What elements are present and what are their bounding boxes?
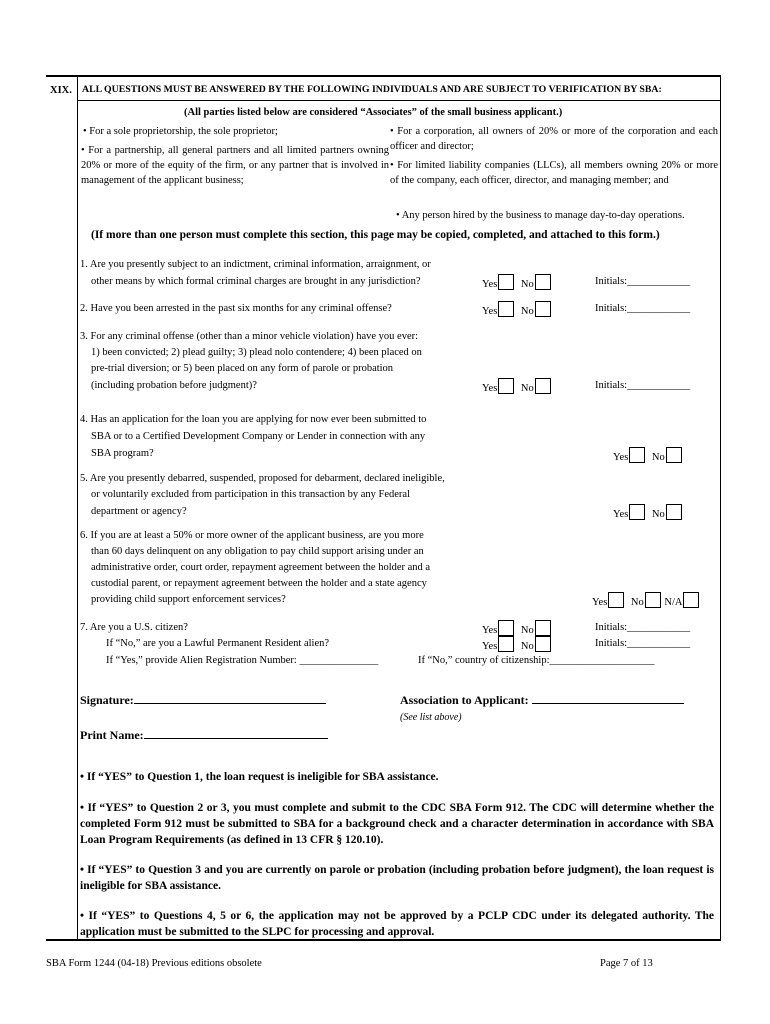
right-bullet-llc: • For limited liability companies (LLCs), all members owning 20% or more of the company, each officer, director, and managing member; and	[390, 160, 718, 186]
q3-initials[interactable]: Initials:____________	[595, 380, 691, 391]
note-question-3-parole: • If “YES” to Question 3 and you are currently on parole or probation (including probation before judgment), the loan request is ineligible for SBA assistance.	[80, 864, 714, 892]
q6-line1: 6. If you are at least a 50% or more owner of the applicant business, are you more	[80, 530, 424, 541]
print-name-label: Print Name:	[80, 728, 144, 742]
q3-line3: pre-trial diversion; or 5) been placed on any form of parole or probation	[91, 363, 394, 374]
q6-no-checkbox[interactable]	[645, 592, 661, 608]
signature-label: Signature:	[80, 693, 134, 707]
q6-line5: providing child support enforcement services?	[91, 594, 286, 605]
q3-yes-label: Yes	[482, 383, 498, 394]
q6-yes-no-na	[592, 592, 699, 609]
q7a-yes-label: Yes	[482, 641, 498, 652]
q2-yes-label: Yes	[482, 306, 498, 317]
q1-line2: other means by which formal criminal charges are brought in any jurisdiction?	[91, 276, 421, 287]
association-line[interactable]	[532, 703, 684, 704]
left-bullet-partnership: • For a partnership, all general partners and all limited partners owning 20% or more of the equity of the firm, or any partner that is involved in management of the applicant business;	[81, 145, 389, 186]
print-name-line[interactable]	[144, 738, 328, 739]
q7b-alien-number[interactable]: If “Yes,” provide Alien Registration Number: _______________	[106, 655, 379, 666]
q4-yes-no	[613, 447, 682, 464]
q7a-no-label: No	[520, 641, 534, 652]
q3-line1: 3. For any criminal offense (other than a minor vehicle violation) have you ever:	[80, 331, 419, 342]
signature-line[interactable]	[134, 703, 326, 704]
q7a-no-checkbox[interactable]	[535, 636, 551, 652]
q6-na-checkbox[interactable]	[683, 592, 699, 608]
left-bullet-sole-proprietor: • For a sole proprietorship, the sole proprietor;	[83, 126, 278, 137]
q7-no-label: No	[520, 625, 534, 636]
q5-no-checkbox[interactable]	[666, 504, 682, 520]
q3-no-checkbox[interactable]	[535, 378, 551, 394]
right-bullet-manager: • Any person hired by the business to manage day-to-day operations.	[396, 210, 685, 221]
q7-yes-label: Yes	[482, 625, 498, 636]
see-list-note: (See list above)	[400, 712, 462, 723]
q7-line: 7. Are you a U.S. citizen?	[80, 622, 188, 633]
note-question-2-3: • If “YES” to Question 2 or 3, you must complete and submit to the CDC SBA Form 912. The CDC will determine whether the completed Form 912 must be submitted to SBA for a background check and a character determination in accordance with SBA Loan Program Requirements (as defined in 13 CFR § 120.10).	[80, 802, 714, 846]
q5-yes-label: Yes	[613, 509, 629, 520]
footer-page-number: Page 7 of 13	[600, 958, 653, 969]
q1-yes-no	[482, 274, 551, 291]
q7-initials[interactable]: Initials:____________	[595, 622, 691, 633]
q1-line1: 1. Are you presently subject to an indictment, criminal information, arraignment, or	[80, 259, 431, 270]
right-rule	[720, 75, 721, 941]
signature-field[interactable]	[80, 693, 326, 708]
association-label: Association to Applicant:	[400, 693, 529, 707]
q5-line1: 5. Are you presently debarred, suspended, proposed for debarment, declared ineligible,	[80, 473, 445, 484]
q3-line4: (including probation before judgment)?	[91, 380, 257, 391]
right-bullet-corporation: • For a corporation, all owners of 20% or more of the corporation and each officer and director;	[390, 126, 718, 152]
q3-no-label: No	[520, 383, 534, 394]
q6-yes-checkbox[interactable]	[608, 592, 624, 608]
q6-no-label: No	[630, 597, 644, 608]
q6-line2: than 60 days delinquent on any obligation to pay child support arising under an	[91, 546, 424, 557]
print-name-field[interactable]	[80, 728, 328, 743]
q2-line1: 2. Have you been arrested in the past six months for any criminal offense?	[80, 303, 392, 314]
header-rule	[78, 100, 721, 101]
left-rule	[77, 75, 78, 941]
q4-line3: SBA program?	[91, 448, 154, 459]
q2-no-checkbox[interactable]	[535, 301, 551, 317]
q7a-line: If “No,” are you a Lawful Permanent Resident alien?	[106, 638, 330, 649]
q4-yes-checkbox[interactable]	[629, 447, 645, 463]
q2-initials[interactable]: Initials:____________	[595, 303, 691, 314]
q7a-initials[interactable]: Initials:____________	[595, 638, 691, 649]
q1-yes-checkbox[interactable]	[498, 274, 514, 290]
q2-yes-checkbox[interactable]	[498, 301, 514, 317]
q5-line2: or voluntarily excluded from participation in this transaction by any Federal	[91, 489, 410, 500]
q7a-yes-checkbox[interactable]	[498, 636, 514, 652]
note-question-4-5-6: • If “YES” to Questions 4, 5 or 6, the application may not be approved by a PCLP CDC under its delegated authority. The application must be submitted to the SLPC for processing and approval.	[80, 910, 714, 938]
q7c-country[interactable]: If “No,” country of citizenship:____________________	[418, 655, 655, 666]
note-question-1: • If “YES” to Question 1, the loan request is ineligible for SBA assistance.	[80, 771, 439, 783]
copy-note: (If more than one person must complete this section, this page may be copied, completed, and attached to this form.)	[91, 229, 660, 241]
q5-line3: department or agency?	[91, 506, 187, 517]
q2-no-label: No	[520, 306, 534, 317]
q4-no-checkbox[interactable]	[666, 447, 682, 463]
q4-no-label: No	[651, 452, 665, 463]
q1-no-checkbox[interactable]	[535, 274, 551, 290]
q6-line4: custodial parent, or repayment agreement between the holder and a state agency	[91, 578, 427, 589]
q3-line2: 1) been convicted; 2) plead guilty; 3) plead nolo contendere; 4) been placed on	[91, 347, 422, 358]
section-header: ALL QUESTIONS MUST BE ANSWERED BY THE FOLLOWING INDIVIDUALS AND ARE SUBJECT TO VERIFICATION BY SBA:	[82, 84, 662, 95]
q5-yes-no	[613, 504, 682, 521]
q2-yes-no	[482, 301, 551, 318]
q1-initials[interactable]: Initials:____________	[595, 276, 691, 287]
associates-note: (All parties listed below are considered “Associates” of the small business applicant.)	[184, 107, 563, 118]
q1-yes-label: Yes	[482, 279, 498, 290]
q1-no-label: No	[520, 279, 534, 290]
section-number: XIX.	[50, 85, 72, 96]
q7a-yes-no	[482, 636, 551, 653]
q6-na-label: N/A	[664, 597, 683, 608]
q6-yes-label: Yes	[592, 597, 608, 608]
q7-yes-no	[482, 620, 551, 637]
footer-form-id: SBA Form 1244 (04-18) Previous editions obsolete	[46, 958, 262, 969]
q5-no-label: No	[651, 509, 665, 520]
q3-yes-no	[482, 378, 551, 395]
q6-line3: administrative order, court order, repayment agreement between the holder and a	[91, 562, 431, 573]
q4-line2: SBA or to a Certified Development Company or Lender in connection with any	[91, 431, 426, 442]
association-field[interactable]	[400, 693, 684, 708]
q3-yes-checkbox[interactable]	[498, 378, 514, 394]
q4-yes-label: Yes	[613, 452, 629, 463]
q5-yes-checkbox[interactable]	[629, 504, 645, 520]
q4-line1: 4. Has an application for the loan you are applying for now ever been submitted to	[80, 414, 427, 425]
top-rule	[46, 75, 721, 77]
q7-no-checkbox[interactable]	[535, 620, 551, 636]
q7-yes-checkbox[interactable]	[498, 620, 514, 636]
